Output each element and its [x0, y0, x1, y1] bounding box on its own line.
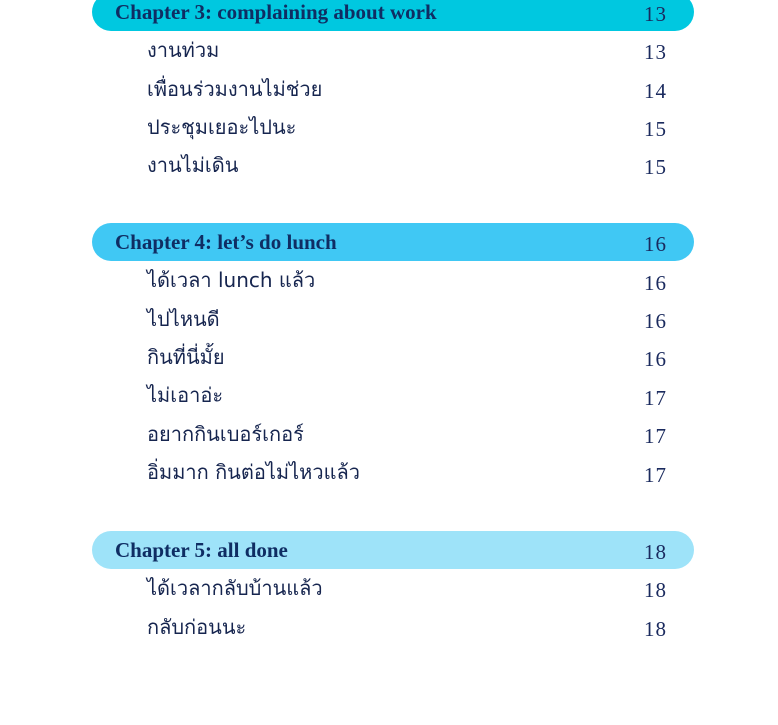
chapter-4-item-4-page: 17	[644, 386, 667, 410]
chapter-3-item-2[interactable]: เพื่อนร่วมงานไม่ช่วย	[147, 77, 323, 101]
chapter-4-item-1-page: 16	[644, 271, 667, 295]
chapter-3-item-4[interactable]: งานไม่เดิน	[147, 153, 239, 177]
chapter-4-item-1[interactable]: ได้เวลา lunch แล้ว	[147, 268, 316, 292]
chapter-4-item-2-page: 16	[644, 309, 667, 333]
chapter-4-item-6[interactable]: อิ่มมาก กินต่อไม่ไหวแล้ว	[147, 460, 360, 484]
chapter-3-item-2-page: 14	[644, 79, 667, 103]
chapter-3-title[interactable]: Chapter 3: complaining about work	[115, 0, 437, 24]
chapter-5-item-2-page: 18	[644, 617, 667, 641]
chapter-3-item-3-page: 15	[644, 117, 667, 141]
chapter-4-page-number: 16	[644, 232, 667, 256]
chapter-5-page-number: 18	[644, 540, 667, 564]
chapter-5-item-1-page: 18	[644, 578, 667, 602]
chapter-4-item-5[interactable]: อยากกินเบอร์เกอร์	[147, 422, 304, 446]
chapter-3-item-4-page: 15	[644, 155, 667, 179]
chapter-3-page-number: 13	[644, 2, 667, 26]
chapter-3-item-1-page: 13	[644, 40, 667, 64]
chapter-3-item-3[interactable]: ประชุมเยอะไปนะ	[147, 115, 297, 139]
chapter-3-item-1[interactable]: งานท่วม	[147, 38, 220, 62]
chapter-4-item-3-page: 16	[644, 347, 667, 371]
chapter-5-title[interactable]: Chapter 5: all done	[115, 538, 288, 562]
chapter-4-item-3[interactable]: กินที่นี่มั้ย	[147, 345, 225, 369]
chapter-4-title[interactable]: Chapter 4: let’s do lunch	[115, 230, 337, 254]
chapter-5-item-2[interactable]: กลับก่อนนะ	[147, 615, 247, 639]
chapter-5-item-1[interactable]: ได้เวลากลับบ้านแล้ว	[147, 576, 323, 600]
chapter-4-item-4[interactable]: ไม่เอาอ่ะ	[147, 383, 224, 407]
chapter-4-item-2[interactable]: ไปไหนดี	[147, 307, 220, 331]
chapter-4-item-6-page: 17	[644, 463, 667, 487]
chapter-4-item-5-page: 17	[644, 424, 667, 448]
